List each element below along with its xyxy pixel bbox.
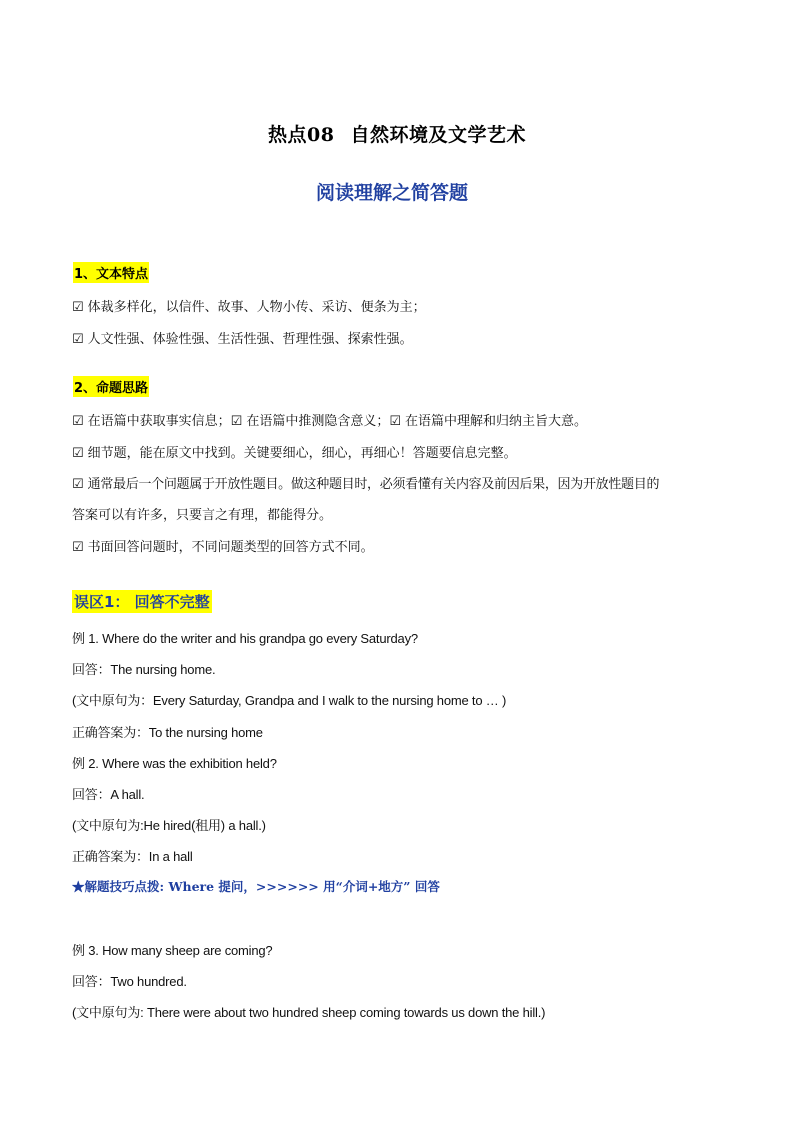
page-title <box>0 120 794 147</box>
checkbox-icon: ☑ <box>72 414 84 429</box>
list-item-text: 通常最后一个问题属于开放性题目。做这种题目时，必须看懂有关内容及前因后果，因为开放性题目的 <box>87 477 660 492</box>
list-item <box>72 473 659 492</box>
list-item-text: 体裁多样化，以信件、故事、人物小传、采访、便条为主； <box>87 300 426 315</box>
list-item-text: 在语篇中获取事实信息； <box>87 414 231 429</box>
list-item-text: 在语篇中理解和归纳主旨大意。 <box>405 414 588 429</box>
checkbox-icon: ☑ <box>72 300 84 315</box>
section-heading-text-features: 1、文本特点 <box>73 262 149 283</box>
example-1-answer: 回答：The nursing home. <box>72 662 216 677</box>
solving-tip: ★解题技巧点拨: Where 提问，>>>>>> 用“介词+地方” 回答 <box>72 879 440 894</box>
example-2-source: (文中原句为:He hired(租用) a hall.) <box>72 818 266 833</box>
example-2-correct: 正确答案为：In a hall <box>72 849 193 864</box>
checkbox-icon: ☑ <box>230 414 243 429</box>
list-item <box>72 536 374 555</box>
checkbox-icon: ☑ <box>72 477 84 492</box>
example-1-question: 例 1. Where do the writer and his grandpa go every Saturday? <box>72 631 418 646</box>
title-prefix: 热点08 <box>268 124 335 146</box>
list-item-text: 人文性强、体验性强、生活性强、哲理性强、探索性强。 <box>87 332 413 347</box>
page-subtitle: 阅读理解之简答题 <box>315 182 468 204</box>
error-section-heading: 误区1： 回答不完整 <box>72 590 212 613</box>
list-item-continuation: 答案可以有许多，只要言之有理，都能得分。 <box>72 508 333 523</box>
checkbox-icon: ☑ <box>389 414 401 429</box>
checkbox-icon: ☑ <box>72 332 84 347</box>
list-item <box>72 296 426 315</box>
list-item-text: 细节题，能在原文中找到。关键要细心，细心，再细心！答题要信息完整。 <box>87 446 517 461</box>
title-main: 自然环境及文学艺术 <box>350 124 526 146</box>
example-3-source: (文中原句为: There were about two hundred sheep coming towards us down the hill.) <box>72 1005 546 1020</box>
list-item <box>72 410 587 429</box>
example-1-source: (文中原句为：Every Saturday, Grandpa and I walk to the nursing home to … ) <box>72 693 507 708</box>
list-item <box>72 442 517 461</box>
list-item-text: 书面回答问题时，不同问题类型的回答方式不同。 <box>87 540 374 555</box>
example-1-correct: 正确答案为：To the nursing home <box>72 725 263 740</box>
example-3-answer: 回答：Two hundred. <box>72 974 187 989</box>
list-item-text: 在语篇中推测隐含意义； <box>246 414 390 429</box>
example-2-answer: 回答：A hall. <box>72 787 145 802</box>
example-2-question: 例 2. Where was the exhibition held? <box>72 756 277 771</box>
checkbox-icon: ☑ <box>72 540 84 555</box>
section-heading-question-design: 2、命题思路 <box>73 376 149 397</box>
example-3-question: 例 3. How many sheep are coming? <box>72 943 273 958</box>
checkbox-icon: ☑ <box>72 446 84 461</box>
list-item <box>72 328 413 347</box>
